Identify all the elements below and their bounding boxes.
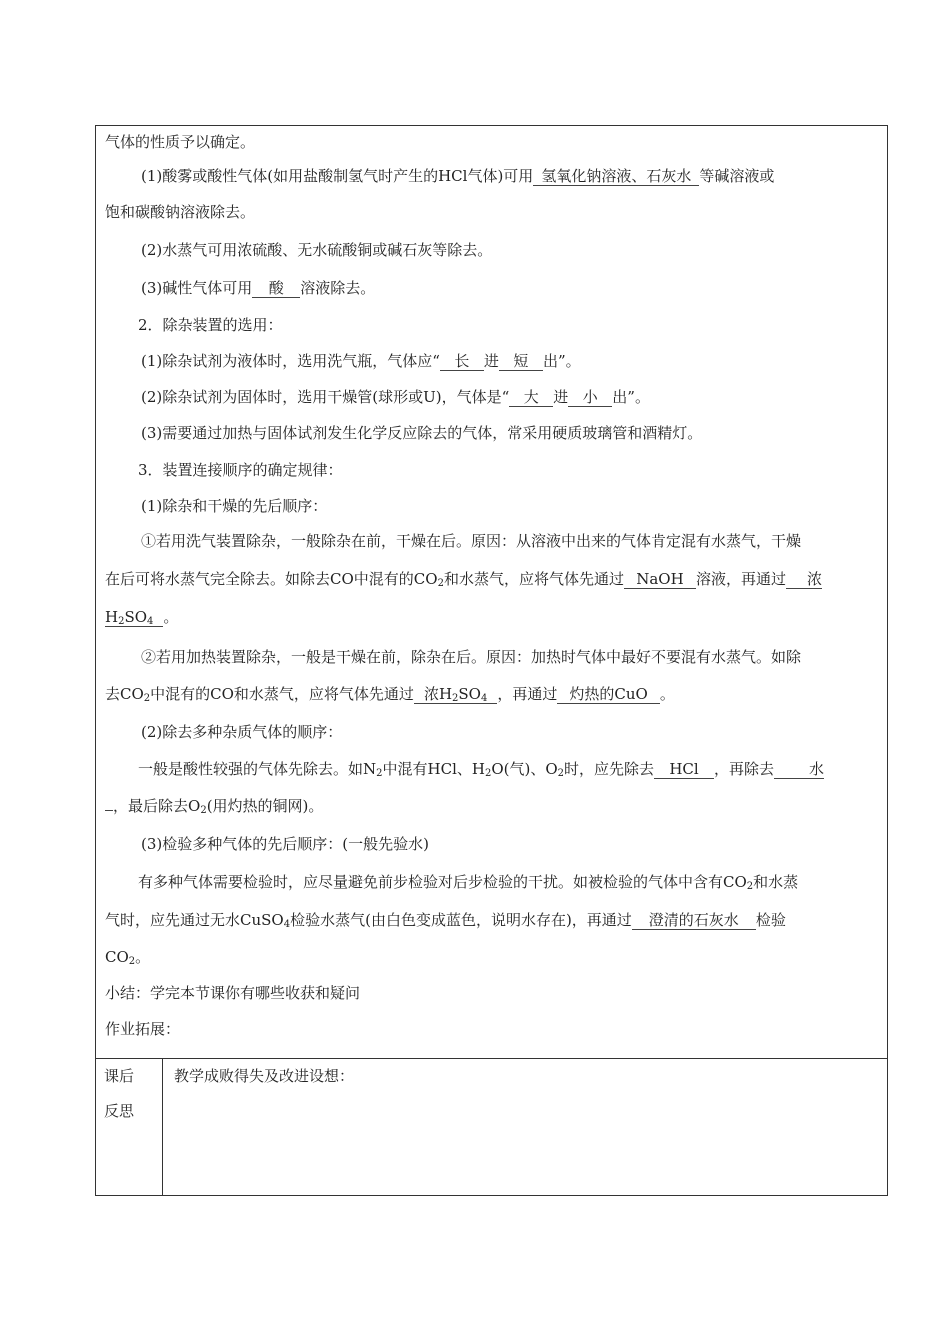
text-line: 饱和碳酸钠溶液除去。: [105, 203, 256, 221]
reflection-label-line2: 反思: [104, 1102, 135, 1120]
text-line: (1)除杂试剂为液体时，选用洗气瓶，气体应“ 长 进 短 出”。: [141, 352, 581, 370]
text-line: (2)水蒸气可用浓硫酸、无水硫酸铜或碱石灰等除去。: [141, 241, 493, 259]
reflection-row: [96, 1059, 887, 1196]
text-line: 气时，应先通过无水CuSO$_4$检验水蒸气(由白色变成蓝色，说明水存在)，再通过 澄清的石灰水 检验: [105, 911, 786, 930]
answer-blank: NaOH: [624, 570, 696, 589]
answer-blank: 澄清的石灰水: [632, 911, 756, 930]
answer-blank: 大: [509, 388, 553, 407]
text-line: (2)除去多种杂质气体的顺序：: [141, 723, 343, 741]
answer-blank: 灼热的CuO: [557, 685, 659, 704]
text-line: $H_2SO_4$ 。: [105, 608, 179, 627]
text-line: 去$CO_2$中混有的CO和水蒸气，应将气体先通过 浓$H_2SO_4$ ，再通过 灼热的CuO 。: [105, 685, 675, 704]
reflection-content: 教学成败得失及改进设想：: [174, 1067, 355, 1085]
text-line: (3)需要通过加热与固体试剂发生化学反应除去的气体，常采用硬质玻璃管和酒精灯。: [141, 424, 703, 442]
text-line: (2)除杂试剂为固体时，选用干燥管(球形或U)，气体是“ 大 进 小 出”。: [141, 388, 650, 406]
answer-blank: 小: [568, 388, 612, 407]
answer-blank: 酸: [252, 279, 300, 298]
answer-blank: HCl: [654, 760, 714, 779]
summary-line: 小结：学完本节课你有哪些收获和疑问: [105, 984, 361, 1002]
reflection-label-line1: 课后: [104, 1067, 135, 1085]
homework-line: 作业拓展：: [105, 1020, 181, 1038]
text-line: ，最后除去$O_2$(用灼热的铜网)。: [105, 796, 323, 816]
text-line: ②若用加热装置除杂，一般是干燥在前，除杂在后。原因：加热时气体中最好不要混有水蒸气。如除: [141, 648, 802, 666]
text-line: (1)酸雾或酸性气体(如用盐酸制氢气时产生的HCl气体)可用 氢氧化钠溶液、石灰水 等碱溶液或: [141, 167, 775, 185]
answer-blank: 浓: [786, 570, 822, 589]
answer-blank: [105, 810, 113, 811]
answer-blank: 水: [774, 760, 824, 779]
answer-blank: 短: [499, 352, 543, 371]
text-line: 一般是酸性较强的气体先除去。如$N_2$中混有HCl、$H_2O$(气)、$O_2$时，应先除去 HCl ，再除去 水: [138, 760, 825, 779]
text-line: (3)碱性气体可用 酸 溶液除去。: [141, 279, 376, 297]
section-heading: 3．装置连接顺序的确定规律：: [138, 461, 343, 479]
text-line: 气体的性质予以确定。: [105, 133, 256, 151]
text-line: (3)检验多种气体的先后顺序：(一般先验水): [141, 835, 429, 853]
column-divider: [162, 1059, 163, 1196]
section-heading: 2．除杂装置的选用：: [138, 316, 283, 334]
text-line: (1)除杂和干燥的先后顺序：: [141, 497, 328, 515]
text-line: 在后可将水蒸气完全除去。如除去CO中混有的$CO_2$和水蒸气，应将气体先通过 NaOH 溶液，再通过 浓: [105, 570, 822, 589]
answer-blank: 氢氧化钠溶液、石灰水: [533, 167, 699, 186]
answer-blank: $H_2SO_4$: [105, 608, 163, 627]
answer-blank: 浓$H_2SO_4$: [414, 685, 497, 704]
text-line: 有多种气体需要检验时，应尽量避免前步检验对后步检验的干扰。如被检验的气体中含有$CO_2$和水蒸: [138, 873, 799, 892]
text-line: $CO_2$。: [105, 948, 151, 967]
lesson-table: [95, 125, 888, 1196]
text-line: ①若用洗气装置除杂，一般除杂在前，干燥在后。原因：从溶液中出来的气体肯定混有水蒸气，干燥: [141, 532, 802, 550]
lesson-content-cell: [96, 126, 887, 1059]
answer-blank: 长: [440, 352, 484, 371]
